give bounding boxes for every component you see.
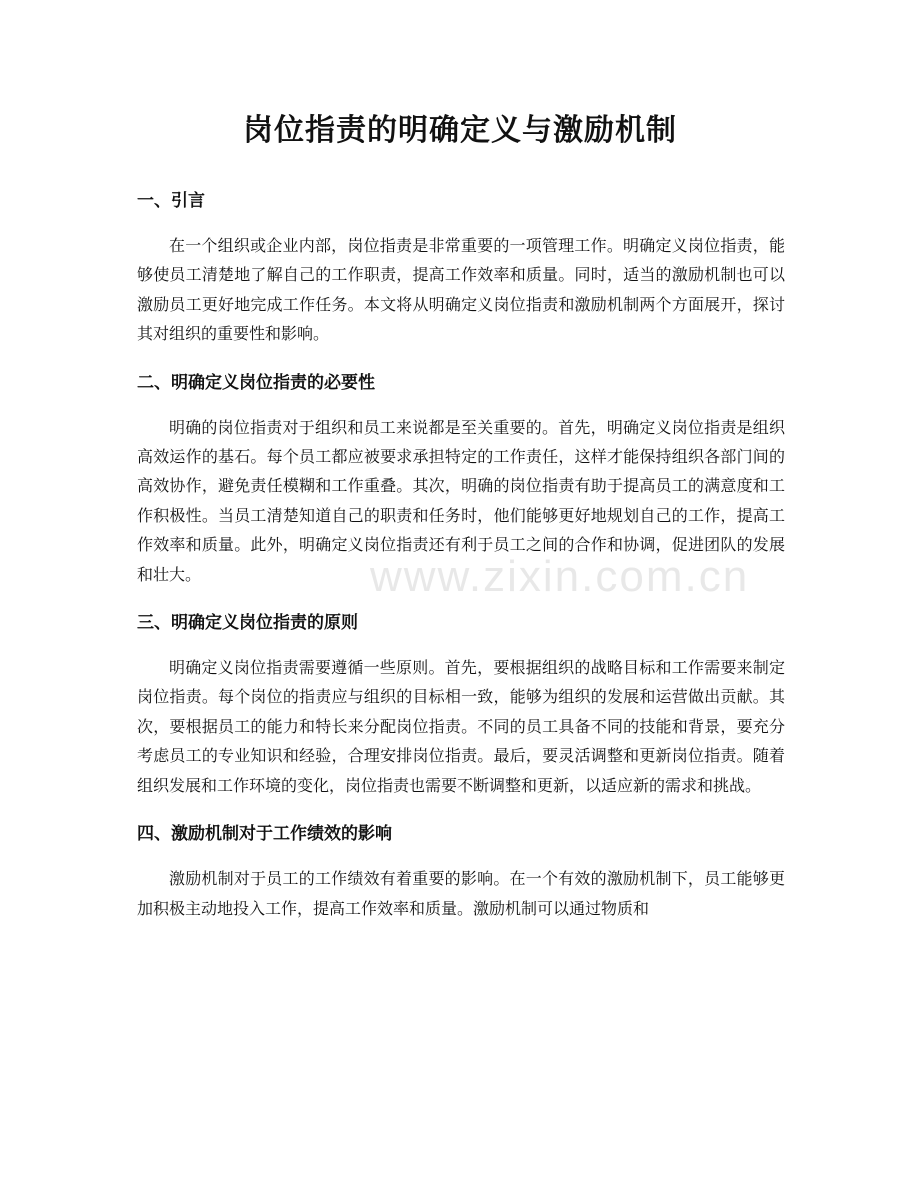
- document-body: [137, 186, 785, 942]
- section-incentive-impact: [137, 819, 785, 923]
- watermark-text: www.zixin.com.cn: [370, 552, 750, 601]
- section-paragraph: 在一个组织或企业内部，岗位指责是非常重要的一项管理工作。明确定义岗位指责，能够使员工清楚地了解自己的工作职责，提高工作效率和质量。同时，适当的激励机制也可以激励员工更好地完成工作任务。本文将从明确定义岗位指责和激励机制两个方面展开，探讨其对组织的重要性和影响。: [137, 236, 785, 344]
- section-paragraph: 明确的岗位指责对于组织和员工来说都是至关重要的。首先，明确定义岗位指责是组织高效运作的基石。每个员工都应被要求承担特定的工作责任，这样才能保持组织各部门间的高效协作，避免责任模糊和工作重叠。其次，明确的岗位指责有助于提高员工的满意度和工作积极性。当员工清楚知道自己的职责和任务时，他们能够更好地规划自己的工作，提高工作效率和质量。此外，明确定义岗位指责还有利于员工之间的合作和协调，促进团队的发展和壮大。: [137, 417, 785, 584]
- section-heading: 四、激励机制对于工作绩效的影响: [137, 824, 392, 845]
- section-heading: 二、明确定义岗位指责的必要性: [137, 372, 375, 393]
- section-heading: 三、明确定义岗位指责的原则: [137, 613, 358, 634]
- section-introduction: [137, 186, 785, 349]
- document-title: 岗位指责的明确定义与激励机制: [243, 113, 677, 148]
- section-heading: 一、引言: [137, 191, 205, 211]
- section-necessity: [137, 368, 785, 589]
- section-paragraph: 明确定义岗位指责需要遵循一些原则。首先，要根据组织的战略目标和工作需要来制定岗位指责。每个岗位的指责应与组织的目标相一致，能够为组织的发展和运营做出贡献。其次，要根据员工的能力和特长来分配岗位指责。不同的员工具备不同的技能和背景，要充分考虑员工的专业知识和经验，合理安排岗位指责。最后，要灵活调整和更新岗位指责。随着组织发展和工作环境的变化，岗位指责也需要不断调整和更新，以适应新的需求和挑战。: [137, 658, 785, 795]
- section-principles: [137, 608, 785, 800]
- section-paragraph: 激励机制对于员工的工作绩效有着重要的影响。在一个有效的激励机制下，员工能够更加积极主动地投入工作，提高工作效率和质量。激励机制可以通过物质和: [137, 869, 785, 918]
